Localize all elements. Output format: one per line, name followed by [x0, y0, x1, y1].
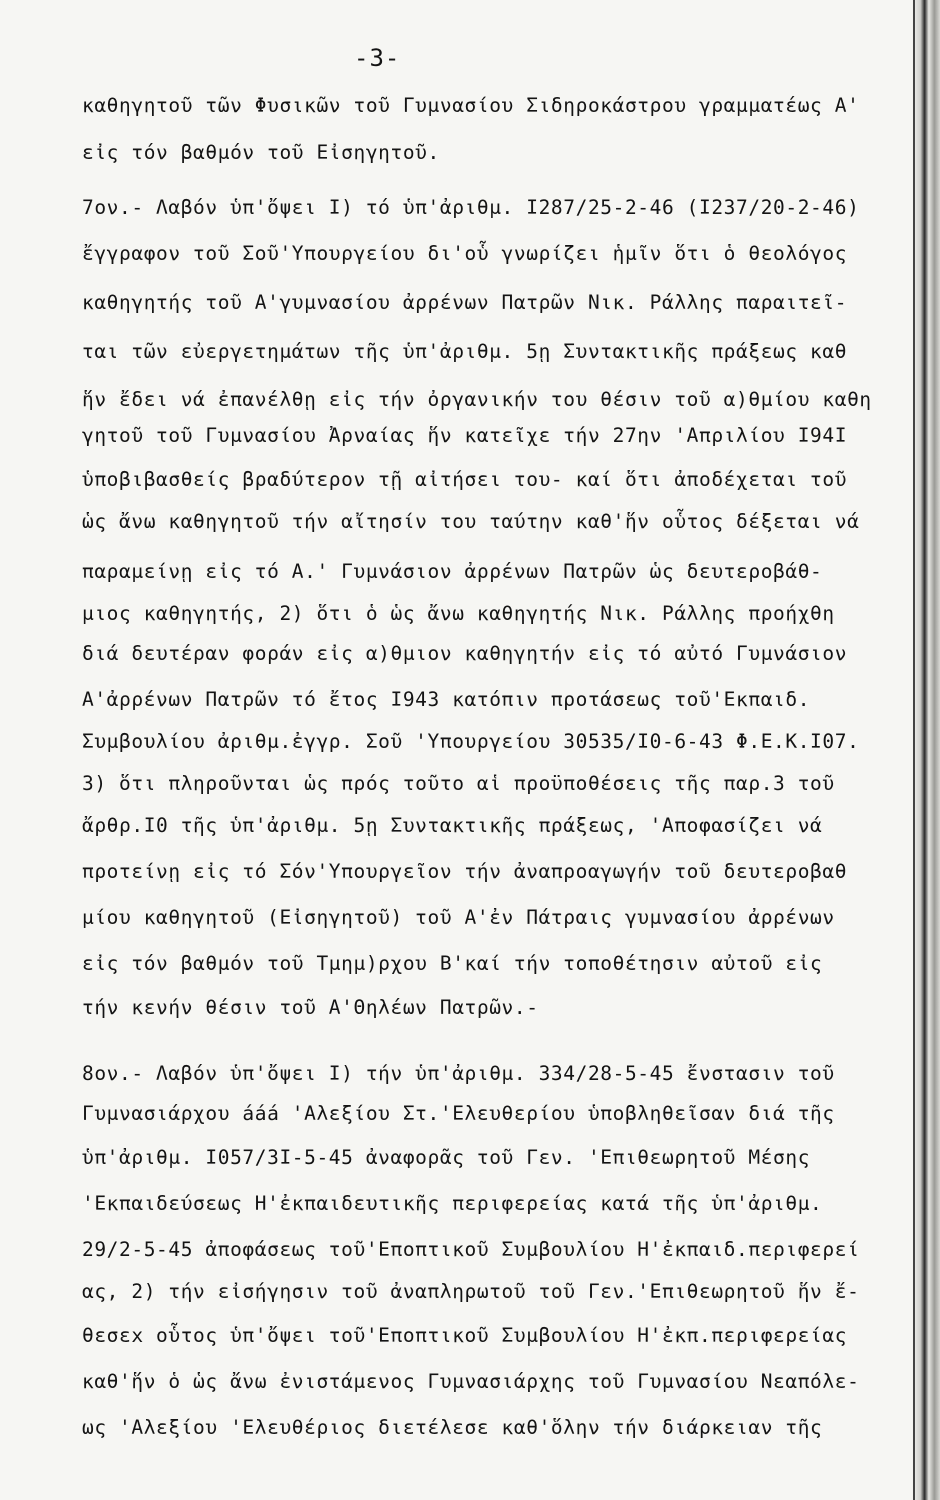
- text-line: καθ'ἥν ὁ ὡς ἄνω ἐνιστάμενος Γυμνασιάρχης τοῦ Γυμνασίου Νεαπόλε-: [82, 1370, 860, 1393]
- text-line: μίου καθηγητοῦ (Εἰσηγητοῦ) τοῦ Α'ἐν Πάτραις γυμνασίου ἀρρένων: [82, 906, 835, 929]
- text-line: ὑπ'ἀριθμ. Ι057/3Ι-5-45 ἀναφορᾶς τοῦ Γεν. 'Επιθεωρητοῦ Μέσης: [82, 1146, 811, 1169]
- text-line: Συμβουλίου ἀριθμ.ἐγγρ. Σοῦ 'Υπουργείου 30535/Ι0-6-43 Φ.Ε.Κ.Ι07.: [82, 730, 860, 753]
- text-line: 3) ὅτι πληροῦνται ὡς πρός τοῦτο αἱ προϋποθέσεις τῆς παρ.3 τοῦ: [82, 772, 835, 795]
- text-line: τήν κενήν θέσιν τοῦ Α'Θηλέων Πατρῶν.-: [82, 996, 539, 1019]
- text-line: ἄρθρ.Ι0 τῆς ὑπ'ἀριθμ. 5ῃ Συντακτικῆς πράξεως, 'Αποφασίζει νά: [82, 814, 823, 837]
- text-line: καθηγητής τοῦ Α'γυμνασίου ἀρρένων Πατρῶν Νικ. Ράλλης παραιτεῖ-: [82, 291, 848, 314]
- text-line: εἰς τόν βαθμόν τοῦ Τμημ)ρχου Β'καί τήν τοποθέτησιν αὐτοῦ εἰς: [82, 952, 823, 975]
- text-line: ως 'Αλεξίου 'Ελευθέριος διετέλεσε καθ'ὅλην τήν διάρκειαν τῆς: [82, 1416, 823, 1439]
- text-line: ται τῶν εὐεργετημάτων τῆς ὑπ'ἀριθμ. 5ῃ Συντακτικῆς πράξεως καθ: [82, 340, 848, 363]
- text-line: μιος καθηγητής, 2) ὅτι ὁ ὡς ἄνω καθηγητής Νικ. Ράλλης προήχθη: [82, 602, 835, 625]
- text-line: 'Εκπαιδεύσεως Η'ἐκπαιδευτικῆς περιφερείας κατά τῆς ὑπ'ἀριθμ.: [82, 1192, 823, 1215]
- text-line: 7ον.- Λαβόν ὑπ'ὄψει Ι) τό ὑπ'ἀριθμ. Ι287/25-2-46 (Ι237/20-2-46): [82, 196, 860, 219]
- text-line: ἥν ἔδει νά ἐπανέλθῃ εἰς τήν ὀργανικήν του θέσιν τοῦ α)θμίου καθη: [82, 388, 872, 411]
- text-line: θεσεx οὗτος ὑπ'ὄψει τοῦ'Εποπτικοῦ Συμβουλίου Η'ἐκπ.περιφερείας: [82, 1324, 848, 1347]
- text-line: καθηγητοῦ τῶν Φυσικῶν τοῦ Γυμνασίου Σιδηροκάστρου γραμματέως Α': [82, 94, 860, 117]
- page-number: -3-: [354, 44, 401, 72]
- text-line: ἔγγραφον τοῦ Σοῦ'Υπουργείου δι'οὗ γνωρίζει ἡμῖν ὅτι ὁ θεολόγος: [82, 242, 848, 265]
- text-line: διά δευτέραν φοράν εἰς α)θμιον καθηγητήν εἰς τό αὐτό Γυμνάσιον: [82, 642, 848, 665]
- text-line: γητοῦ τοῦ Γυμνασίου Ἀρναίας ἥν κατεῖχε τήν 27ην 'Απριλίου Ι94Ι: [82, 424, 848, 447]
- text-line: 8ον.- Λαβόν ὑπ'ὄψει Ι) τήν ὑπ'ἀριθμ. 334/28-5-45 ἔνστασιν τοῦ: [82, 1062, 835, 1085]
- text-line: ὡς ἄνω καθηγητοῦ τήν αἴτησίν του ταύτην καθ'ἥν οὗτος δέξεται νά: [82, 510, 860, 533]
- text-line: ας, 2) τήν εἰσήγησιν τοῦ ἀναπληρωτοῦ τοῦ Γεν.'Επιθεωρητοῦ ἥν ἔ-: [82, 1280, 860, 1303]
- text-line: ὑποβιβασθείς βραδύτερον τῇ αἰτήσει του- καί ὅτι ἀποδέχεται τοῦ: [82, 468, 848, 491]
- text-line: Α'ἀρρένων Πατρῶν τό ἔτος Ι943 κατόπιν προτάσεως τοῦ'Εκπαιδ.: [82, 688, 811, 711]
- text-line: Γυμνασιάρχου ááá 'Αλεξίου Στ.'Ελευθερίου ὑποβληθεῖσαν διά τῆς: [82, 1102, 835, 1125]
- text-line: παραμείνῃ εἰς τό Α.' Γυμνάσιον ἀρρένων Πατρῶν ὡς δευτεροβάθ-: [82, 560, 823, 583]
- text-line: προτείνῃ εἰς τό Σόν'Υπουργεῖον τήν ἀναπροαγωγήν τοῦ δευτεροβαθ: [82, 860, 848, 883]
- binding-line: [913, 0, 915, 1500]
- binding-edge: [912, 0, 940, 1500]
- text-line: 29/2-5-45 ἀποφάσεως τοῦ'Εποπτικοῦ Συμβουλίου Η'ἐκπαιδ.περιφερεί: [82, 1238, 860, 1261]
- text-line: εἰς τόν βαθμόν τοῦ Εἰσηγητοῦ.: [82, 141, 440, 164]
